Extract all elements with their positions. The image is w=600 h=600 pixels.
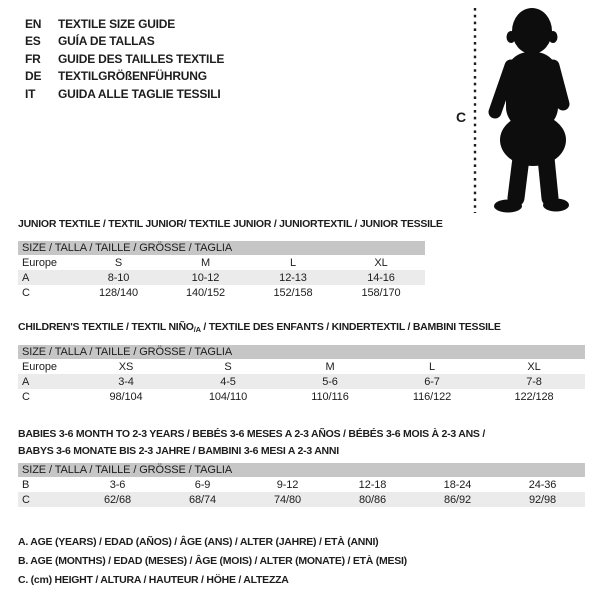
section-title-line: BABIES 3-6 MONTH TO 2-3 YEARS / BEBÉS 3-6 MESES A 2-3 AÑOS / BÉBÉS 3-6 MOIS À 2-3 ANS / <box>18 428 486 440</box>
size-cell: 62/68 <box>75 492 160 507</box>
table-header-row <box>18 345 585 359</box>
size-cell: M <box>325 360 335 373</box>
size-cell: 14-16 <box>337 270 425 285</box>
size-cell: 12-13 <box>249 270 337 285</box>
table-row-age <box>18 270 425 285</box>
size-cell: 92/98 <box>500 492 585 507</box>
size-cell: XL <box>374 256 388 269</box>
size-cell: XL <box>527 360 541 373</box>
table-row-age <box>18 477 585 492</box>
row-label: A <box>18 270 75 285</box>
size-cell: 116/122 <box>412 390 452 403</box>
footnote-height: C. (cm) HEIGHT / ALTURA / HAUTEUR / HÖHE / ALTEZZA <box>18 574 289 586</box>
row-label: C <box>22 390 30 403</box>
size-cell: M <box>200 256 211 269</box>
size-cell: XS <box>118 360 134 373</box>
size-cell: 18-24 <box>443 478 472 491</box>
children-size-table <box>18 345 585 404</box>
table-row-height <box>18 389 585 404</box>
table-row-height <box>18 492 585 507</box>
section-title-babies <box>18 426 485 460</box>
size-cell: 3-4 <box>75 374 177 389</box>
table-header-row <box>18 463 585 477</box>
size-cell: 8-10 <box>75 270 162 285</box>
section-title-line: BABYS 3-6 MONATE BIS 2-3 JAHRE / BAMBINI 3-6 MESI A 2-3 ANNI <box>18 445 339 457</box>
size-cell: 6-9 <box>194 478 211 491</box>
table-row-height <box>18 285 425 300</box>
section-title-subscript: /A <box>193 325 201 334</box>
size-cell: 12-18 <box>358 478 387 491</box>
size-cell: 6-7 <box>381 374 483 389</box>
language-list <box>25 15 224 103</box>
language-title: GUÍA DE TALLAS <box>58 34 155 49</box>
language-row <box>25 33 224 51</box>
row-label: Europe <box>22 256 57 269</box>
baby-silhouette-icon <box>494 8 569 213</box>
language-title: TEXTILE SIZE GUIDE <box>58 16 176 31</box>
row-label: B <box>22 478 30 491</box>
section-title-text: / TEXTILE DES ENFANTS / KINDERTEXTIL / BAMBINI TESSILE <box>200 321 501 333</box>
language-row <box>25 85 224 103</box>
language-title: GUIDA ALLE TAGLIE TESSILI <box>58 86 221 101</box>
row-label: C <box>22 286 30 299</box>
size-cell: 128/140 <box>98 286 139 299</box>
size-cell: 9-12 <box>276 478 299 491</box>
size-cell: 110/116 <box>311 390 349 403</box>
table-header-row <box>18 241 425 255</box>
size-cell: 7-8 <box>483 374 585 389</box>
size-cell: 104/110 <box>208 390 248 403</box>
row-label: A <box>18 374 75 389</box>
language-code: DE <box>25 69 42 84</box>
language-row <box>25 50 224 68</box>
size-cell: 3-6 <box>109 478 126 491</box>
footnote-age-years: A. AGE (YEARS) / EDAD (AÑOS) / ÂGE (ANS) / ALTER (JAHRE) / ETÀ (ANNI) <box>18 536 379 548</box>
size-cell: S <box>224 360 232 373</box>
footnotes <box>18 533 407 590</box>
language-row <box>25 15 224 33</box>
size-cell: 158/170 <box>361 286 401 299</box>
language-code: EN <box>25 16 42 31</box>
language-code: ES <box>25 34 41 49</box>
footnote-age-months: B. AGE (MONTHS) / EDAD (MESES) / ÂGE (MOIS) / ALTER (MONATE) / ETÀ (MESI) <box>18 555 407 567</box>
section-title-children <box>18 321 501 333</box>
size-cell: S <box>114 256 123 269</box>
language-row <box>25 68 224 86</box>
baby-figure-svg <box>440 0 600 220</box>
size-cell: 152/158 <box>273 286 313 299</box>
size-cell: 80/86 <box>330 492 415 507</box>
size-cell: L <box>289 256 297 269</box>
size-header-band: SIZE / TALLA / TAILLE / GRÖSSE / TAGLIA <box>18 241 425 255</box>
section-title-text: CHILDREN'S TEXTILE / TEXTIL NIÑO <box>18 321 194 333</box>
table-row-age <box>18 374 585 389</box>
size-cell: 122/128 <box>514 390 554 403</box>
size-cell: 86/92 <box>415 492 500 507</box>
junior-size-table <box>18 241 425 300</box>
size-cell: 74/80 <box>245 492 330 507</box>
size-cell: L <box>428 360 436 373</box>
table-row-europe <box>18 255 425 270</box>
language-title: GUIDE DES TAILLES TEXTILE <box>58 51 225 66</box>
language-code: IT <box>25 86 36 101</box>
size-header-band: SIZE / TALLA / TAILLE / GRÖSSE / TAGLIA <box>18 463 585 477</box>
row-label: C <box>18 492 75 507</box>
table-row-europe <box>18 359 585 374</box>
row-label: Europe <box>22 360 57 373</box>
size-header-band: SIZE / TALLA / TAILLE / GRÖSSE / TAGLIA <box>18 345 585 359</box>
language-code: FR <box>25 51 41 66</box>
size-cell: 140/152 <box>185 286 226 299</box>
baby-figure <box>440 0 600 220</box>
size-cell: 68/74 <box>160 492 245 507</box>
size-cell: 4-5 <box>177 374 279 389</box>
language-title: TEXTILGRÖßENFÜHRUNG <box>58 69 207 84</box>
size-cell: 98/104 <box>109 390 143 403</box>
height-label: C <box>456 109 467 125</box>
size-cell: 10-12 <box>162 270 249 285</box>
size-cell: 24-36 <box>528 478 557 491</box>
babies-size-table <box>18 463 585 507</box>
size-cell: 5-6 <box>279 374 381 389</box>
section-title-junior: JUNIOR TEXTILE / TEXTIL JUNIOR/ TEXTILE JUNIOR / JUNIORTEXTIL / JUNIOR TESSILE <box>18 218 443 230</box>
